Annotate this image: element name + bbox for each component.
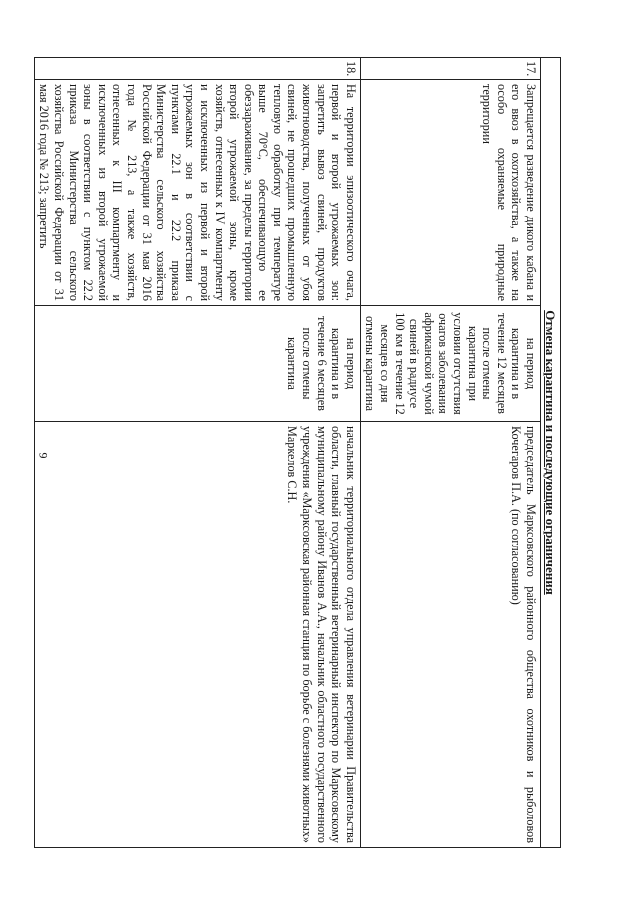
measures-table — [34, 57, 561, 848]
responsible-text: председатель Марксовского районного общества охотников и рыболовов Кочегаров П.А. (по согласованию) — [360, 422, 540, 848]
rotated-table-container — [37, 57, 561, 847]
measure-text: Запрещается разведение дикого кабана и его ввоз в охотхозяйства, а также на особо охраняемые природные территории — [360, 80, 540, 306]
responsible-text: начальник территориального отдела управления ветеринарии Правительства области, главный государственный ветеринарный инспектор по Марксовскому муниципальному району Иванов А.А., начальник областного государственного учреждения «Марксовская районная станция по борьбе с болезнями животных» Маркелов С.Н. — [34, 422, 360, 848]
row-number: 17. — [360, 58, 540, 80]
section-title: Отмена карантина и последующие ограничения — [541, 58, 561, 848]
section-header-row — [541, 58, 561, 848]
measure-text: На территории эпизоотического очага, первой и второй угрожаемых зон: запретить вывоз свиней, продуктов животноводства, полученных от убоя свиней, не прошедших промышленную тепловую обработку при температуре выше 70°С, обеспечивающую ее обеззараживание, за пределы территории второй угрожаемой зоны, кроме хозяйств, отнесенных к IV компартменту и исключенных из первой и второй угрожаемых зон в соответствии с пунктами 22.1 и 22.2 приказа Министерства сельского хозяйства Российской Федерации от 31 мая 2016 года № 213, а также хозяйств, отнесенных к III компартменту и исключенных из второй угрожаемой зоны в соответствии с пунктом 22.2 приказа Министерства сельского хозяйства Российской Федерации от 31 мая 2016 года № 213; запретить — [34, 80, 360, 306]
page-number: 9 — [36, 452, 51, 459]
period-text: на период карантина и в течение 12 месяцев после отмены карантина при условии отсутствия очагов заболевания африканской чумой свиней в радиусе 100 км в течение 12 месяцев со дня отмены карантина — [360, 306, 540, 422]
table-row — [360, 58, 540, 848]
table-row — [34, 58, 360, 848]
period-text: на период карантина и в течение 6 месяцев после отмены карантина — [34, 306, 360, 422]
row-number: 18. — [34, 58, 360, 80]
